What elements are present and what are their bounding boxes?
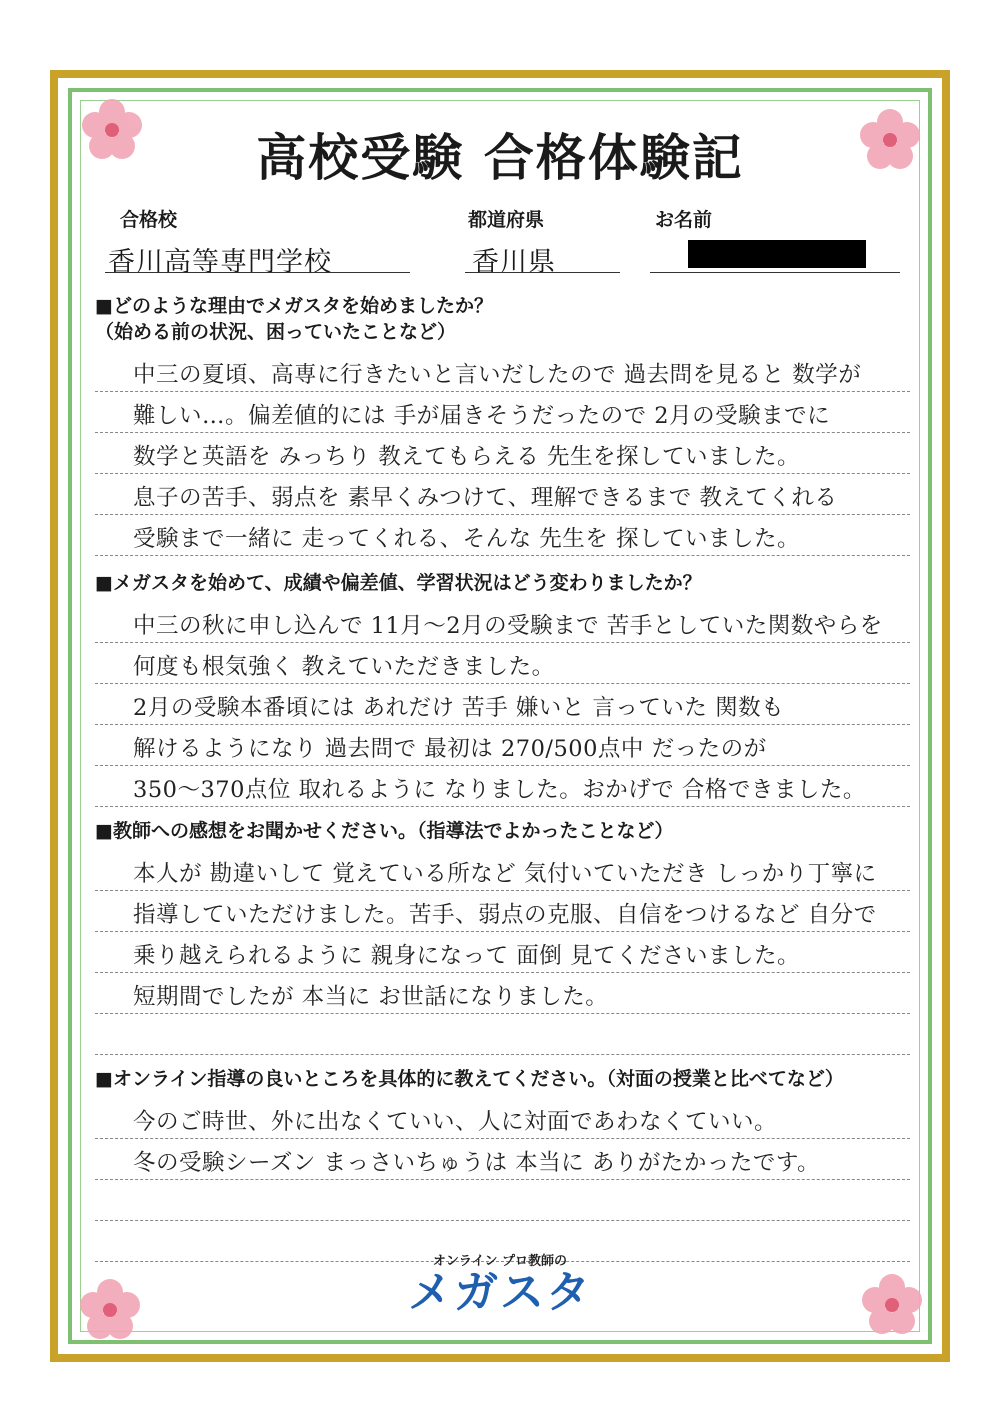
answer-line: [95, 850, 910, 891]
answer-text: 受験まで一緒に 走ってくれる、そんな 先生を 探していました。: [133, 526, 800, 552]
answer-line: [95, 973, 910, 1014]
prefecture-underline: [465, 272, 620, 273]
answer-area: [95, 602, 910, 807]
answer-line: [95, 433, 910, 474]
answer-text: 冬の受験シーズン まっさいちゅうは 本当に ありがたかったです。: [133, 1150, 821, 1176]
answer-text: 短期間でしたが 本当に お世話になりました。: [133, 984, 609, 1010]
answer-area: [95, 850, 910, 1055]
name-underline: [650, 272, 900, 273]
prefecture-value: 香川県: [472, 247, 556, 278]
section-results: [95, 570, 910, 807]
answer-line: [95, 515, 910, 556]
answer-line: [95, 392, 910, 433]
answer-line: [95, 602, 910, 643]
answer-line: [95, 1139, 910, 1180]
school-underline: [105, 272, 410, 273]
answer-text: 中三の秋に申し込んで 11月～2月の受験まで 苦手としていた関数やらを: [133, 613, 883, 639]
answer-line: [95, 684, 910, 725]
section-online-benefits: [95, 1066, 910, 1262]
answer-line: [95, 351, 910, 392]
prefecture-label: 都道府県: [468, 209, 545, 231]
answer-line: [95, 643, 910, 684]
section-teacher-feedback: [95, 818, 910, 1055]
answer-text: 2月の受験本番頃には あれだけ 苦手 嫌いと 言っていた 関数も: [133, 695, 785, 721]
logo-tagline: オンライン プロ教師の: [432, 1254, 568, 1269]
answer-text: 乗り越えられるように 親身になって 面倒 見てくださいました。: [133, 943, 800, 969]
school-value: 香川高等専門学校: [108, 247, 332, 278]
answer-line: [95, 725, 910, 766]
name-label: お名前: [655, 209, 713, 231]
answer-line: [95, 1180, 910, 1221]
question: ■どのような理由でメガスタを始めましたか？: [95, 295, 493, 317]
answer-line: [95, 1014, 910, 1055]
answer-line: [95, 766, 910, 807]
answer-text: 中三の夏頃、高専に行きたいと言いだしたので 過去問を見ると 数学が: [133, 362, 862, 388]
answer-area: [95, 1098, 910, 1262]
answer-line: [95, 1098, 910, 1139]
answer-text: 数学と英語を みっちり 教えてもらえる 先生を探していました。: [133, 444, 800, 470]
answer-text: 350～370点位 取れるように なりました。おかげで 合格できました。: [133, 777, 866, 803]
question: ■教師への感想をお聞かせください。（指導法でよかったことなど）: [95, 820, 674, 842]
question: ■メガスタを始めて、成績や偏差値、学習状況はどう変わりましたか？: [95, 572, 702, 594]
question-sub: （始める前の状況、困っていたことなど）: [95, 321, 457, 343]
school-label: 合格校: [120, 209, 178, 231]
answer-line: [95, 474, 910, 515]
section-reason: [95, 293, 910, 556]
answer-area: [95, 351, 910, 556]
answer-line: [95, 891, 910, 932]
answer-text: 指導していただけました。苦手、弱点の克服、自信をつけるなど 自分で: [133, 902, 877, 928]
answer-text: 何度も根気強く 教えていただきました。: [133, 654, 555, 680]
answer-text: 難しい…。偏差値的には 手が届きそうだったので 2月の受験までに: [133, 403, 831, 429]
question: ■オンライン指導の良いところを具体的に教えてください。（対面の授業と比べてなど）: [95, 1068, 844, 1090]
page-title: 高校受験 合格体験記: [256, 129, 744, 187]
redacted-name: [688, 240, 866, 268]
megasta-logo: [0, 1250, 1000, 1317]
answer-text: 息子の苦手、弱点を 素早くみつけて、理解できるまで 教えてくれる: [133, 485, 838, 511]
answer-text: 解けるようになり 過去問で 最初は 270/500点中 だったのが: [133, 736, 767, 762]
answer-text: 今のご時世、外に出なくていい、人に対面であわなくていい。: [133, 1109, 778, 1135]
answer-line: [95, 932, 910, 973]
logo-wordmark: メガスタ: [408, 1267, 592, 1318]
answer-text: 本人が 勘違いして 覚えている所など 気付いていただき しっかり丁寧に: [133, 861, 877, 887]
